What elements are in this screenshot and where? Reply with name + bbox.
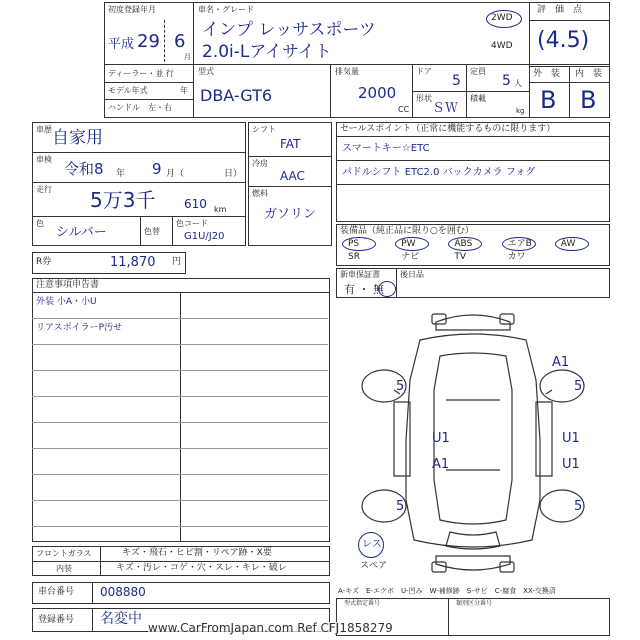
stock-value: 008880 bbox=[100, 585, 146, 599]
equipment-item-row1-2: ABS bbox=[454, 239, 473, 249]
color-vdiv bbox=[140, 216, 141, 246]
mark-front-left-wheel: 5 bbox=[396, 499, 405, 514]
type-label: 型式 bbox=[198, 67, 214, 76]
notes-line1: 外装 小A・小U bbox=[36, 297, 97, 307]
cc-unit: CC bbox=[398, 105, 410, 114]
notes-rule bbox=[32, 500, 328, 501]
km-unit: km bbox=[214, 205, 227, 214]
drive-4wd: 4WD bbox=[491, 41, 513, 51]
exterior-grade: B bbox=[540, 86, 557, 114]
damage-legend: A-キズ E-エクボ U-凹み W-補修跡 S-サビ C-腐食 XX-交換済 bbox=[338, 587, 556, 595]
notes-rule bbox=[32, 526, 328, 527]
color-code-value: G1U/J20 bbox=[184, 231, 225, 242]
header-eval-divider-3 bbox=[529, 82, 610, 83]
color-label: 色 bbox=[36, 219, 44, 228]
sales-row-2 bbox=[336, 184, 610, 185]
equipment-circle-1 bbox=[395, 237, 429, 251]
handle-label: ハンドル 左・右 bbox=[108, 103, 172, 112]
shape-label: 形状 bbox=[416, 94, 432, 103]
notes-rule bbox=[32, 318, 328, 319]
windshield-label: フロントガラス bbox=[36, 549, 92, 558]
usage-value: 自家用 bbox=[52, 128, 103, 148]
color-vdiv-2 bbox=[172, 216, 173, 246]
mark-rear-right-quarter: A1 bbox=[552, 355, 570, 370]
type-value: DBA-GT6 bbox=[200, 86, 273, 105]
inspection-day-unit: 日） bbox=[224, 169, 243, 179]
recycle-box bbox=[32, 252, 186, 274]
inspection-year-unit: 年 bbox=[116, 169, 126, 179]
spare-label: スペア bbox=[360, 561, 388, 571]
drive-2wd: 2WD bbox=[491, 13, 513, 23]
interior-grade: B bbox=[580, 86, 597, 114]
doors-vdiv bbox=[466, 64, 467, 118]
notes-rule bbox=[32, 448, 328, 449]
header-eval-divider-2 bbox=[529, 20, 610, 21]
stock-box bbox=[32, 582, 330, 604]
recycle-label: R券 bbox=[36, 257, 52, 267]
equipment-row2 bbox=[340, 252, 606, 264]
equipment-label: 装備品（純正品に限り○を囲む） bbox=[340, 226, 474, 236]
fuel-label: 燃料 bbox=[252, 189, 268, 198]
header-eval-vdiv bbox=[569, 66, 570, 118]
first-reg-era: 平成 bbox=[108, 37, 135, 52]
equipment-circle-4 bbox=[555, 237, 589, 251]
interior-row-label: 内装 bbox=[56, 564, 72, 573]
inspection-label: 車検 bbox=[36, 155, 52, 164]
shape-value: ＳＷ bbox=[432, 101, 459, 116]
first-reg-label: 初度登録年月 bbox=[108, 5, 156, 14]
equipment-item-row2-3: カワ bbox=[507, 252, 526, 262]
windshield-value: キズ・飛石・ヒビ割・リペア跡・X要 bbox=[122, 548, 272, 558]
post-date-label: 後日品 bbox=[400, 270, 424, 279]
shift-value: FAT bbox=[280, 137, 301, 151]
inspection-era: 令和8 bbox=[64, 160, 104, 178]
dealer-row-line bbox=[104, 82, 193, 83]
sales-row-1 bbox=[336, 160, 610, 161]
equipment-item-row1-3: エアB bbox=[507, 239, 532, 249]
notes-label: 注意事項申告書 bbox=[36, 280, 100, 290]
notes-rule bbox=[32, 474, 328, 475]
warranty-vdiv bbox=[396, 268, 397, 298]
displacement-label: 排気量 bbox=[335, 67, 359, 76]
mileage-label: 走行 bbox=[36, 185, 52, 194]
equipment-circle-2 bbox=[448, 237, 482, 251]
first-reg-month: 6 bbox=[174, 31, 186, 52]
color-value: シルバー bbox=[56, 225, 107, 240]
reg-value: 名変中 bbox=[100, 611, 142, 627]
equipment-item-row2-0: SR bbox=[348, 252, 360, 262]
equipment-item-row1-1: PW bbox=[401, 239, 416, 249]
fuel-value: ガソリン bbox=[264, 207, 317, 222]
watermark: www.CarFromJapan.com Ref CFJ1858279 bbox=[148, 621, 393, 635]
model-year-unit: 年 bbox=[180, 86, 188, 95]
equipment-row1 bbox=[340, 238, 606, 252]
recycle-value: 11,870 bbox=[110, 255, 156, 270]
warranty-circle bbox=[378, 281, 396, 297]
stock-vdiv bbox=[92, 582, 93, 604]
load-label: 積載 bbox=[470, 94, 486, 103]
equipment-item-row2-1: ナビ bbox=[401, 252, 420, 262]
reg-vdiv bbox=[92, 608, 93, 632]
equipment-item-row2-2: TV bbox=[454, 252, 467, 262]
notes-rule bbox=[32, 396, 328, 397]
model-name-label: 車名・グレード bbox=[198, 5, 254, 14]
model-year-label: モデル年式 bbox=[108, 86, 148, 95]
exterior-label: 外 装 bbox=[533, 69, 561, 79]
inspector-label-1: 型式指定番号 bbox=[344, 600, 381, 607]
header-divider bbox=[104, 64, 610, 65]
condition-vdiv bbox=[100, 546, 101, 576]
equipment-circle-0 bbox=[342, 237, 376, 251]
notes-vdiv bbox=[180, 292, 181, 542]
type-vdiv bbox=[330, 64, 331, 118]
car-outline-icon bbox=[362, 314, 584, 572]
dealer-label: ディーラー・並 行 bbox=[108, 69, 174, 78]
aircon-value: AAC bbox=[280, 169, 305, 183]
mark-right-rear-door: U1 bbox=[562, 431, 580, 446]
sales-row-0 bbox=[336, 136, 610, 137]
model-name-line1: インプ レッサスポーツ bbox=[202, 20, 376, 40]
mark-front-right-wheel: 5 bbox=[574, 499, 583, 514]
spec-row-2 bbox=[248, 186, 332, 187]
sales-points-line2: パドルシフト ETC2.0 バックカメラ フォグ bbox=[342, 167, 536, 178]
capacity-value: 5 bbox=[502, 73, 511, 89]
inspection-month: 9 bbox=[152, 160, 162, 178]
displacement-value: 2000 bbox=[358, 84, 397, 102]
eval-score: (4.5) bbox=[537, 28, 590, 53]
model-name-line2: 2.0i-Lアイサイト bbox=[202, 42, 332, 62]
equipment-item-row1-0: PS bbox=[348, 239, 360, 249]
yen-unit: 円 bbox=[172, 257, 182, 267]
equipment-item-row1-4: AW bbox=[560, 239, 576, 249]
warranty-value: 有 ・ 無 bbox=[344, 283, 384, 296]
inspection-month-unit: 月（ bbox=[166, 169, 185, 179]
equipment-circle-3 bbox=[502, 237, 536, 251]
warranty-label: 新車保証書 bbox=[340, 270, 380, 279]
mark-rear-right-wheel: 5 bbox=[574, 379, 583, 394]
interior-row-value: キズ・汚レ・コゲ・穴・スレ・キレ・破レ bbox=[116, 563, 287, 573]
model-year-row-line bbox=[104, 99, 193, 100]
vehicle-row-1 bbox=[32, 152, 246, 153]
interior-label: 内 装 bbox=[575, 69, 603, 79]
notes-line2: リアスポイラーP汚せ bbox=[36, 323, 123, 333]
mileage-sub: 610 bbox=[184, 197, 207, 211]
shift-label: シフト bbox=[252, 125, 276, 134]
doors-row-line bbox=[412, 91, 529, 92]
first-reg-month-unit: 月 bbox=[184, 53, 191, 61]
doors-label: ドア bbox=[416, 67, 432, 76]
mark-right-front-door: U1 bbox=[562, 457, 580, 472]
condition-row bbox=[32, 561, 330, 562]
capacity-label: 定員 bbox=[470, 67, 486, 76]
mileage-value: 5万3千 bbox=[90, 188, 156, 212]
mark-left-front-door: A1 bbox=[432, 457, 450, 472]
vehicle-row-2 bbox=[32, 182, 246, 183]
kg-unit: kg bbox=[516, 107, 525, 115]
spare-mark: レス bbox=[362, 539, 382, 550]
usage-label: 車歴 bbox=[36, 125, 52, 134]
eval-label: 評 価 点 bbox=[537, 5, 583, 15]
sales-points-line1: スマートキー☆ETC bbox=[342, 143, 430, 154]
inspector-label-2: 類別区分番号 bbox=[456, 600, 493, 607]
aircon-label: 冷房 bbox=[252, 159, 268, 168]
notes-rule bbox=[32, 422, 328, 423]
first-reg-year: 29 bbox=[137, 31, 160, 52]
first-reg-dash bbox=[164, 20, 165, 62]
spec-row-1 bbox=[248, 156, 332, 157]
doors-value: 5 bbox=[452, 73, 461, 89]
color-change-label: 色替 bbox=[144, 227, 160, 236]
inspector-vdiv bbox=[448, 598, 449, 636]
mark-rear-left-wheel: 5 bbox=[396, 379, 405, 394]
capacity-unit: 人 bbox=[514, 79, 522, 88]
sales-points-label: セールスポイント（正常に機能するものに限ります） bbox=[340, 124, 556, 134]
notes-rule bbox=[32, 370, 328, 371]
color-code-label: 色コード bbox=[176, 219, 208, 228]
mark-left-rear-door: U1 bbox=[432, 431, 450, 446]
notes-header-line bbox=[32, 292, 330, 293]
notes-rule bbox=[32, 344, 328, 345]
vehicle-row-3 bbox=[32, 216, 246, 217]
reg-label: 登録番号 bbox=[38, 615, 75, 625]
header-vdiv-1 bbox=[193, 2, 194, 118]
stock-label: 車台番号 bbox=[38, 587, 75, 597]
